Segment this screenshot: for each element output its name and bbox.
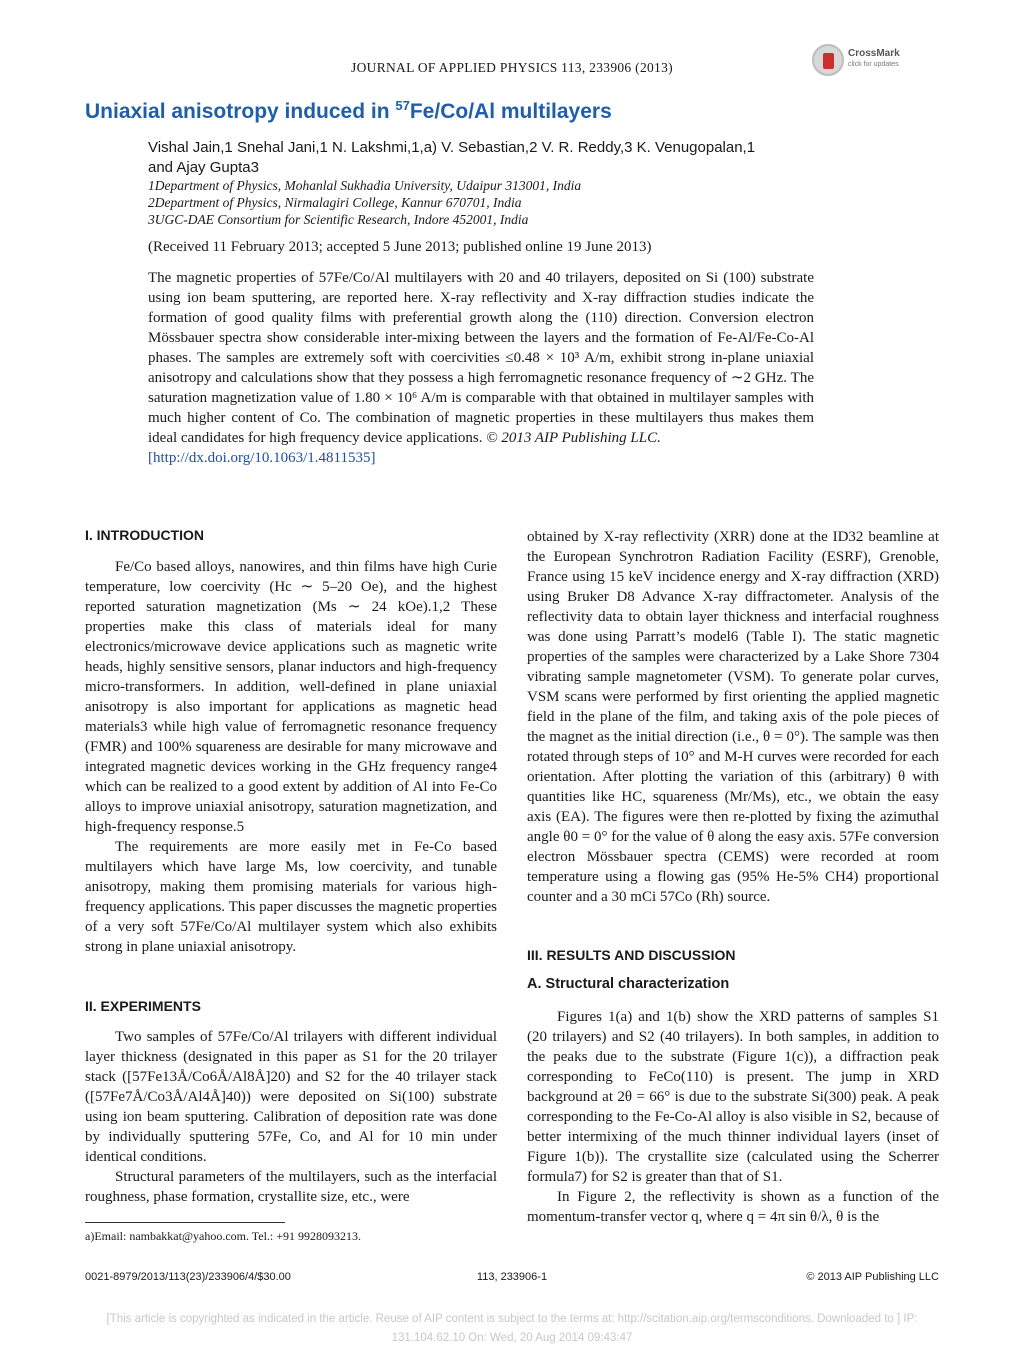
affiliation-2: 2Department of Physics, Nirmalagiri College, Kannur 670701, India: [148, 195, 522, 210]
journal-header: JOURNAL OF APPLIED PHYSICS 113, 233906 (2013): [351, 60, 673, 75]
abstract-text: The magnetic properties of 57Fe/Co/Al multilayers with 20 and 40 trilayers, deposited on Si (100) substrate using ion beam sputtering, are reported here. X-ray reflectivity and X-ray diffraction studies indicate the formation of good quality films with preferential growth along the (110) direction. Conversion electron Mössbauer spectra show considerable inter-mixing between the layers and the formation of Fe-Al/Fe-Co-Al phases. The samples are extremely soft with coercivities ≤0.48 × 10³ A/m, exhibit strong in-plane uniaxial anisotropy and calculations show that they possess a high ferromagnetic resonance frequency of ∼2 GHz. The saturation magnetization value of 1.80 × 10⁶ A/m is comparable with that obtained in multilayer samples with much higher content of Co. The combination of magnetic properties in these multilayers thus makes them ideal candidates for high frequency device applications.: [148, 270, 814, 446]
intro-body: [85, 557, 497, 957]
footer-issn: 0021-8979/2013/113(23)/233906/4/$30.00: [85, 1271, 291, 1283]
methods-continued: [527, 527, 939, 907]
structural-heading: A. Structural characterization: [527, 976, 730, 992]
footnote-rule: [85, 1222, 285, 1223]
intro-paragraph-2: The requirements are more easily met in Fe-Co based multilayers which have large Ms, low coercivity, and tunable anisotropy, making them promising materials for various high-frequency applications. This paper discusses the magnetic properties of a very soft 57Fe/Co/Al multilayer system which also exhibits strong in plane uniaxial anisotropy.: [85, 839, 497, 955]
results-paragraph-1: Figures 1(a) and 1(b) show the XRD patterns of samples S1 (20 trilayers) and S2 (40 trilayers). In both samples, in addition to the peaks due to the substrate (Figure 1(c)), a diffraction peak corresponding to FeCo(110) is present. The jump in XRD background at 2θ = 66° is due to the substrate Si(300) peak. A peak corresponding to the Fe-Co-Al alloy is also visible in S2, because of better intermixing of the much thinner individual layers (inset of Figure 1(b)). The crystallite size (calculated using the Scherrer formula7) for S2 is greater than that of S1.: [527, 1009, 939, 1185]
copyright-line-1: [This article is copyrighted as indicated in the article. Reuse of AIP content is subject to the terms at: http://scitation.aip.org/termsconditions. Downloaded to ] IP:: [106, 1313, 918, 1325]
abstract: [148, 268, 814, 468]
footer-copyright: © 2013 AIP Publishing LLC: [806, 1271, 939, 1283]
crossmark-label: CrossMark: [848, 48, 900, 59]
copyright-line-2: 131.104.62.10 On: Wed, 20 Aug 2014 09:43:47: [391, 1332, 633, 1344]
doi-link[interactable]: [http://dx.doi.org/10.1063/1.4811535]: [148, 450, 376, 466]
intro-paragraph-1: Fe/Co based alloys, nanowires, and thin films have high Curie temperature, low coercivity (Hc ∼ 5–20 Oe), and the highest reported saturation magnetization (Ms ∼ 24 kOe).1,2 These properties make this class of materials ideal for many electronics/microwave device applications such as magnetic write heads, highly sensitive sensors, planar inductors and high-frequency micro-transformers. In addition, well-defined in plane uniaxial anisotropy is also important for applications as magnetic head materials3 while high value of ferromagnetic resonance frequency (FMR) and 100% squareness are desirable for many microwave and integrated magnetic devices working in the GHz frequency range4 which can be realized to a good extent by addition of Al into Fe-Co alloys to improve uniaxial anisotropy, saturation magnetization, and high-frequency response.5: [85, 559, 497, 835]
affiliation-3: 3UGC-DAE Consortium for Scientific Research, Indore 452001, India: [148, 212, 529, 227]
results-heading: III. RESULTS AND DISCUSSION: [527, 947, 736, 963]
affiliation-1: 1Department of Physics, Mohanlal Sukhadia University, Udaipur 313001, India: [148, 178, 582, 193]
paper-title: Uniaxial anisotropy induced in $^{57}$Fe/Co/Al multilayers: [85, 98, 612, 123]
footnote-email: a)Email: nambakkat@yahoo.com. Tel.: +91 9928093213.: [85, 1229, 362, 1243]
author-line-2: and Ajay Gupta3: [148, 159, 259, 176]
experiments-paragraph-2: Structural parameters of the multilayers, such as the interfacial roughness, phase formation, crystallite size, etc., were: [85, 1169, 497, 1205]
received-dates: (Received 11 February 2013; accepted 5 June 2013; published online 19 June 2013): [148, 239, 652, 255]
intro-heading: I. INTRODUCTION: [85, 527, 204, 543]
experiments-body: [85, 1027, 497, 1207]
results-paragraph-2: In Figure 2, the reflectivity is shown as a function of the momentum-transfer vector q, where q = 4π sin θ/λ, θ is the: [527, 1189, 939, 1225]
methods-paragraph: obtained by X-ray reflectivity (XRR) done at the ID32 beamline at the European Synchrotron Radiation Facility (ESRF), Grenoble, France using 15 keV incidence energy and X-ray diffraction (XRD) using Bruker D8 Advance X-ray diffractometer. Analysis of the reflectivity data to obtain layer thickness and interfacial roughness was done using Parratt’s model6 (Table I). The static magnetic properties of the samples were characterized by a Lake Shore 7304 vibrating sample magnetometer (VSM). To generate polar curves, VSM scans were performed by first orienting the applied magnetic field in the plane of the film, and taking axis of the pole pieces of the magnet as the initial direction (i.e., θ = 0°). The sample was then rotated through steps of 10° and M-H curves were recorded for each orientation. After plotting the variation of this (arbitrary) θ with quantities like HC, squareness (Mr/Ms), etc., we obtain the easy axis (EA). The figures were then re-plotted by fixing the azimuthal angle θ0 = 0° for the value of θ along the easy axis. 57Fe conversion electron Mössbauer spectra (CEMS) were recorded at room temperature using a flowing gas (95% He-5% CH4) proportional counter and a 30 mCi 57Co (Rh) source.: [527, 529, 939, 905]
experiments-paragraph-1: Two samples of 57Fe/Co/Al trilayers with different individual layer thickness (designated in this paper as S1 for the 20 trilayer stack ([57Fe13Å/Co6Å/Al8Å]20) and S2 for the 40 trilayer stack ([57Fe7Å/Co3Å/Al4Å]40)) were deposited on Si(100) substrate using ion beam sputtering. Calibration of deposition rate was done by individually sputtering 57Fe, Co, and Al for 10 min under identical conditions.: [85, 1029, 497, 1165]
crossmark-badge[interactable]: [812, 44, 922, 80]
results-body: [527, 1007, 939, 1227]
footer-page: 113, 233906-1: [476, 1271, 548, 1283]
author-list: [148, 138, 868, 178]
experiments-heading: II. EXPERIMENTS: [85, 998, 201, 1014]
crossmark-icon: [812, 44, 844, 76]
copyright-notice: [30, 1310, 994, 1348]
crossmark-sub: click for updates: [848, 61, 899, 68]
abstract-copyright: © 2013 AIP Publishing LLC.: [482, 430, 661, 446]
author-line-1: Vishal Jain,1 Snehal Jani,1 N. Lakshmi,1,a) V. Sebastian,2 V. R. Reddy,3 K. Venugopalan,1: [148, 139, 756, 156]
